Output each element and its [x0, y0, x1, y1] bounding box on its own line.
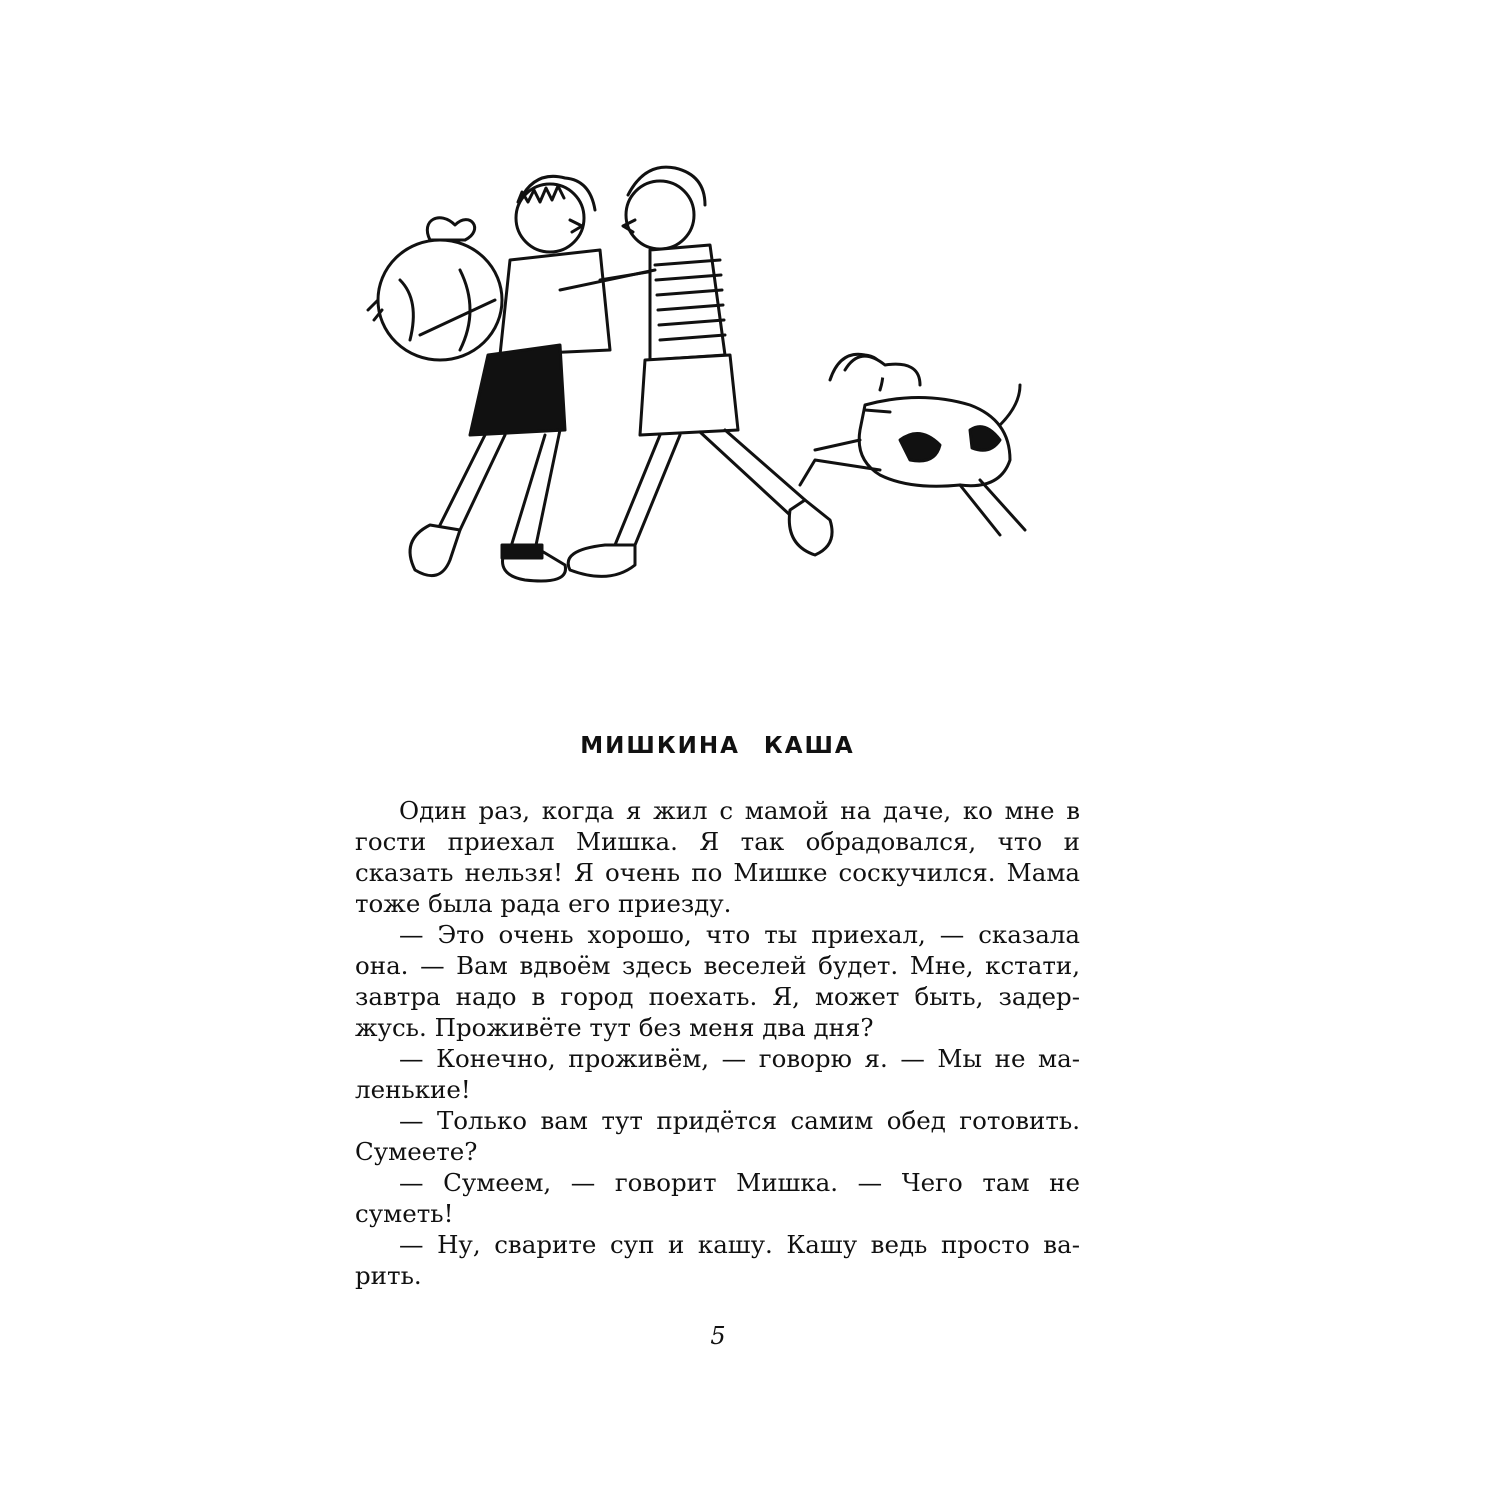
story-title: МИШКИНА КАША — [580, 733, 855, 759]
story-paragraph: — Только вам тут придётся самим обед готовить. Сумеете? — [355, 1106, 1080, 1166]
two-boys-and-dog-illustration — [360, 140, 1080, 600]
story-paragraph: — Сумеем, — говорит Мишка. — Чего там не суметь! — [355, 1168, 1080, 1228]
dog-figure — [800, 354, 1025, 535]
story-paragraph: — Ну, сварите суп и кашу. Кашу ведь просто варить. — [355, 1230, 1080, 1290]
story-paragraph: — Конечно, проживём, — говорю я. — Мы не маленькие! — [355, 1044, 1080, 1104]
story-paragraph: Один раз, когда я жил с мамой на даче, ко мне в гости приехал Мишка. Я так обрадовался, что и сказать нельзя! Я очень по Мишке соскучился. Мама тоже была рада его приезду. — [355, 796, 1080, 918]
story-paragraph: — Это очень хорошо, что ты приехал, — сказала она. — Вам вдвоём здесь веселей будет. Мне, кстати, завтра надо в город поехать. Я, может быть, задержусь. Проживёте тут без меня два дня? — [355, 920, 1080, 1042]
boy-left-figure — [410, 176, 660, 581]
story-text — [355, 795, 1080, 1291]
page-number: 5 — [710, 1322, 726, 1350]
sack-icon — [368, 218, 502, 360]
boy-right-figure — [560, 167, 832, 576]
